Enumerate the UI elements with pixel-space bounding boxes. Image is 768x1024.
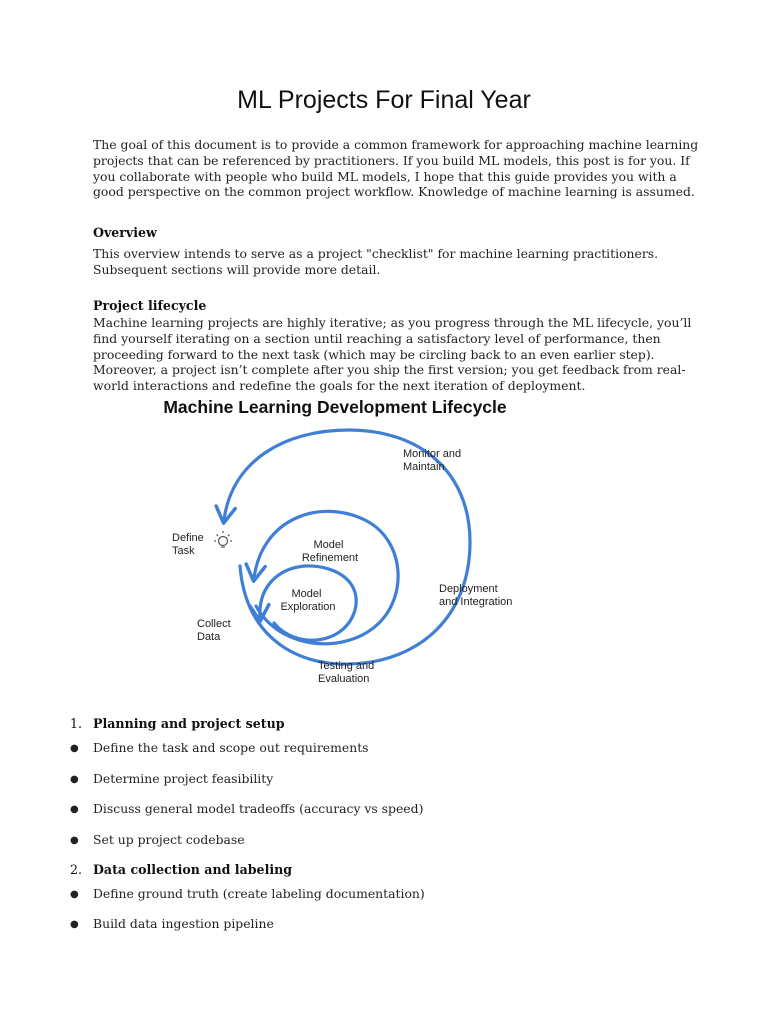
- label-model-refinement: Model Refinement: [301, 539, 359, 564]
- page-title: ML Projects For Final Year: [237, 86, 531, 114]
- diagram-title: Machine Learning Development Lifecycle: [163, 397, 507, 417]
- text-line: good perspective on the common project workflow. Knowledge of machine learning is assumed.: [93, 184, 695, 200]
- lifecycle-heading: Project lifecycle: [93, 298, 207, 313]
- list-item: [70, 886, 425, 901]
- label-deployment-integration: Deployment and Integration: [439, 583, 513, 608]
- bullet-icon: ●: [70, 919, 79, 930]
- list-item-text: Set up project codebase: [93, 832, 245, 847]
- list-item: [70, 771, 273, 786]
- list-item-text: Determine project feasibility: [93, 771, 274, 786]
- list-item-text: Discuss general model tradeoffs (accuracy vs speed): [93, 801, 424, 816]
- lightbulb-icon: [214, 531, 232, 547]
- lifecycle-diagram: [0, 390, 768, 700]
- bullet-icon: ●: [70, 743, 79, 754]
- list-item: [70, 801, 423, 816]
- overview-heading: Overview: [93, 225, 157, 240]
- text-line: projects that can be referenced by practitioners. If you build ML models, this post is for you. If: [93, 152, 690, 168]
- section-title: Data collection and labeling: [93, 862, 293, 877]
- bullet-icon: ●: [70, 835, 79, 846]
- text-line: Subsequent sections will provide more detail.: [93, 261, 381, 277]
- text-line: world interactions and redefine the goals for the next iteration of deployment.: [93, 378, 586, 394]
- text-line: you collaborate with people who build ML models, I hope that this guide provides you with a: [93, 168, 677, 184]
- bullet-icon: ●: [70, 774, 79, 785]
- label-model-exploration: Model Exploration: [280, 588, 336, 613]
- text-line: This overview intends to serve as a project "checklist" for machine learning practitioners.: [93, 246, 659, 261]
- section-heading: [70, 716, 285, 731]
- bullet-icon: ●: [70, 889, 79, 900]
- text-line: The goal of this document is to provide a common framework for approaching machine learning: [93, 137, 699, 152]
- label-monitor-maintain: Monitor and Maintain: [403, 448, 462, 473]
- section-title: Planning and project setup: [93, 716, 285, 731]
- list-item: [70, 740, 369, 755]
- list-item: [70, 832, 245, 847]
- label-testing-evaluation: Testing and Evaluation: [318, 660, 375, 685]
- list-item-text: Define the task and scope out requirements: [93, 740, 369, 755]
- section-number: 2.: [70, 862, 83, 877]
- bullet-icon: ●: [70, 804, 79, 815]
- overview-paragraph: [93, 246, 693, 278]
- label-define-task: Define Task: [172, 532, 204, 557]
- list-item: [70, 916, 274, 931]
- section-heading: [70, 862, 292, 877]
- lifecycle-paragraph: [93, 315, 693, 394]
- text-line: Moreover, a project isn’t complete after you ship the first version; you get feedback from real-: [93, 362, 686, 378]
- intro-paragraph: [93, 137, 699, 200]
- label-collect-data: Collect Data: [197, 618, 231, 643]
- text-line: proceeding forward to the next task (which may be circling back to an even earlier step).: [93, 346, 655, 362]
- text-line: Machine learning projects are highly iterative; as you progress through the ML lifecycle, you’ll: [93, 315, 692, 330]
- section-number: 1.: [70, 716, 83, 731]
- list-item-text: Define ground truth (create labeling documentation): [93, 886, 425, 901]
- list-item-text: Build data ingestion pipeline: [93, 916, 274, 931]
- text-line: find yourself iterating on a section until reaching a satisfactory level of performance, then: [93, 330, 661, 346]
